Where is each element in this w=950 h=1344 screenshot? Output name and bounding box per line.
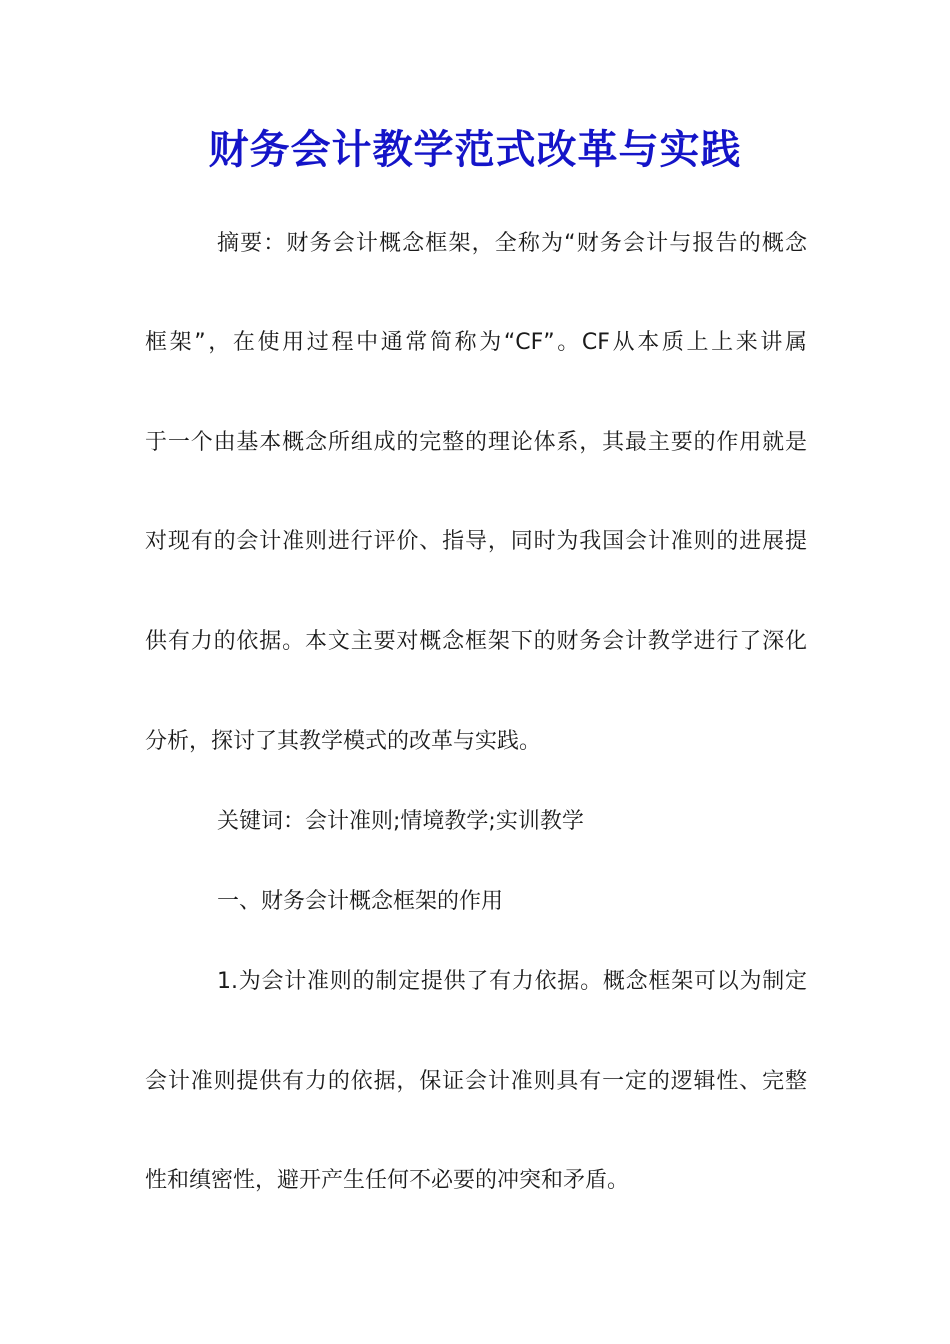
section-heading: 一、财务会计概念框架的作用 xyxy=(217,889,504,914)
abstract-line-1: 摘要：财务会计概念框架，全称为“财务会计与报告的概念 xyxy=(217,231,807,256)
abstract-line-2: 框架”，在使用过程中通常简称为“CF”。CF从本质上上来讲属 xyxy=(145,330,807,355)
abstract-line-6: 分析，探讨了其教学模式的改革与实践。 xyxy=(145,729,542,754)
point1-line-1: 1.为会计准则的制定提供了有力依据。概念框架可以为制定 xyxy=(217,969,807,994)
abstract-line-5: 供有力的依据。本文主要对概念框架下的财务会计教学进行了深化 xyxy=(145,629,807,654)
abstract-line-3: 于一个由基本概念所组成的完整的理论体系，其最主要的作用就是 xyxy=(145,430,807,455)
abstract-line-4: 对现有的会计准则进行评价、指导，同时为我国会计准则的进展提 xyxy=(145,529,807,554)
point1-line-3: 性和缜密性，避开产生任何不必要的冲突和矛盾。 xyxy=(145,1168,630,1193)
keywords-line: 关键词：会计准则;情境教学;实训教学 xyxy=(217,809,584,834)
document-title: 财务会计教学范式改革与实践 xyxy=(208,126,742,173)
point1-line-2: 会计准则提供有力的依据，保证会计准则具有一定的逻辑性、完整 xyxy=(145,1069,807,1094)
